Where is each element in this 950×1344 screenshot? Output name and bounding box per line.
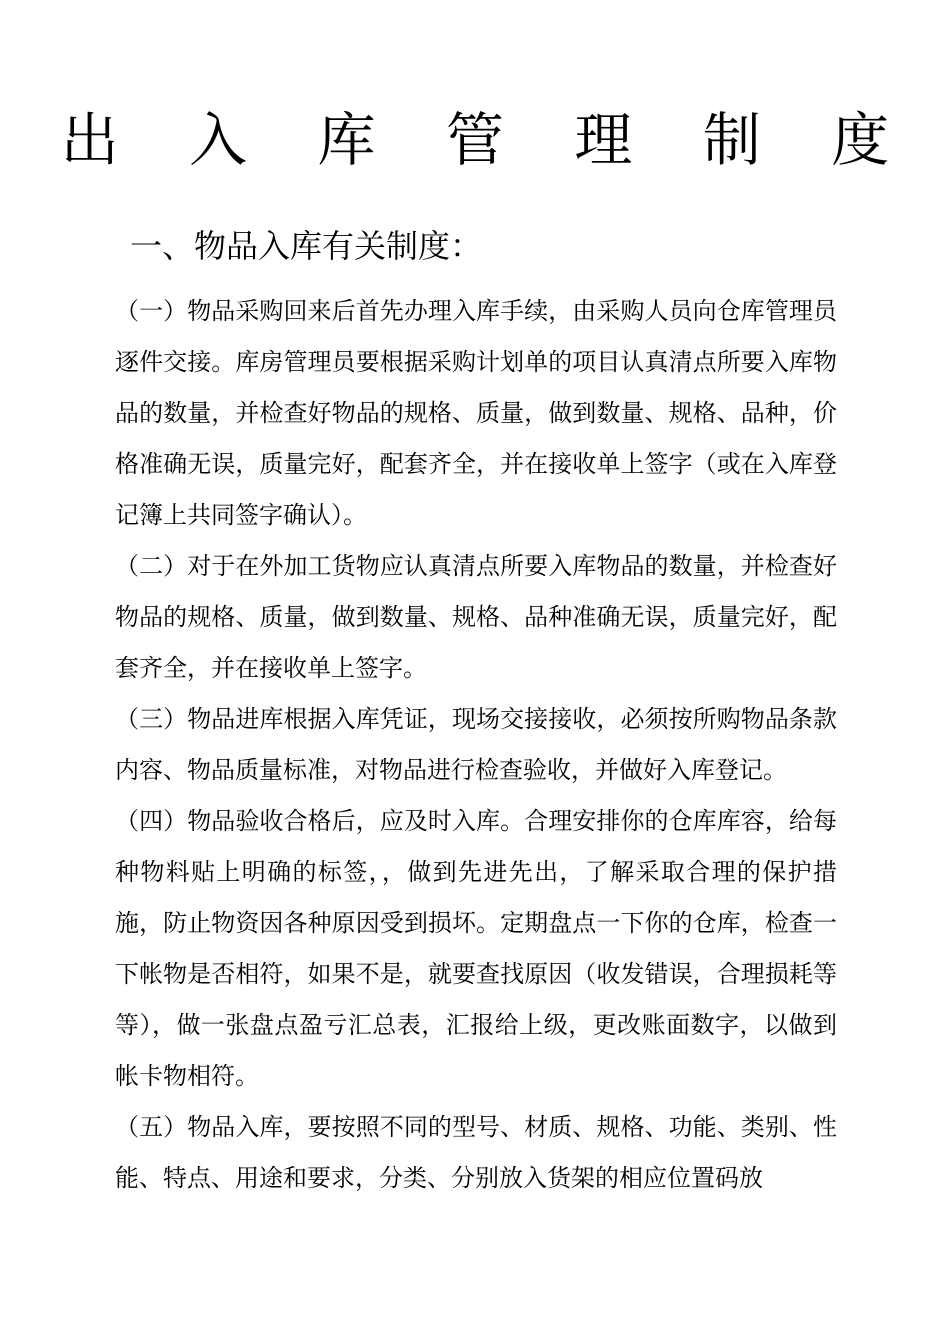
paragraph-2: （二）对于在外加工货物应认真清点所要入库物品的数量，并检查好物品的规格、质量，做到数量、规格、品种准确无误，质量完好，配套齐全，并在接收单上签字。	[115, 552, 837, 682]
document-title: 出 入 库 管 理 制 度	[60, 106, 916, 174]
paragraph-1: （一）物品采购回来后首先办理入库手续，由采购人员向仓库管理员逐件交接。库房管理员要根据采购计划单的项目认真清点所要入库物品的数量，并检查好物品的规格、质量，做到数量、规格、品种，价格准确无误，质量完好，配套齐全，并在接收单上签字（或在入库登记簿上共同签字确认）。	[115, 297, 837, 529]
document-body	[115, 286, 837, 1204]
paragraph-3: （三）物品进库根据入库凭证，现场交接接收，必须按所购物品条款内容、物品质量标准，对物品进行检查验收，并做好入库登记。	[115, 705, 837, 784]
section-heading: 一、物品入库有关制度：	[130, 227, 483, 265]
paragraph-4: （四）物品验收合格后，应及时入库。合理安排你的仓库库容，给每种物料贴上明确的标签，，做到先进先出，了解采取合理的保护措施，防止物资因各种原因受到损坏。定期盘点一下你的仓库，检查一下帐物是否相符，如果不是，就要查找原因（收发错误，合理损耗等等），做一张盘点盈亏汇总表，汇报给上级，更改账面数字，以做到帐卡物相符。	[115, 807, 837, 1090]
paragraph-5: （五）物品入库，要按照不同的型号、材质、规格、功能、类别、性能、特点、用途和要求，分类、分别放入货架的相应位置码放	[115, 1113, 837, 1192]
